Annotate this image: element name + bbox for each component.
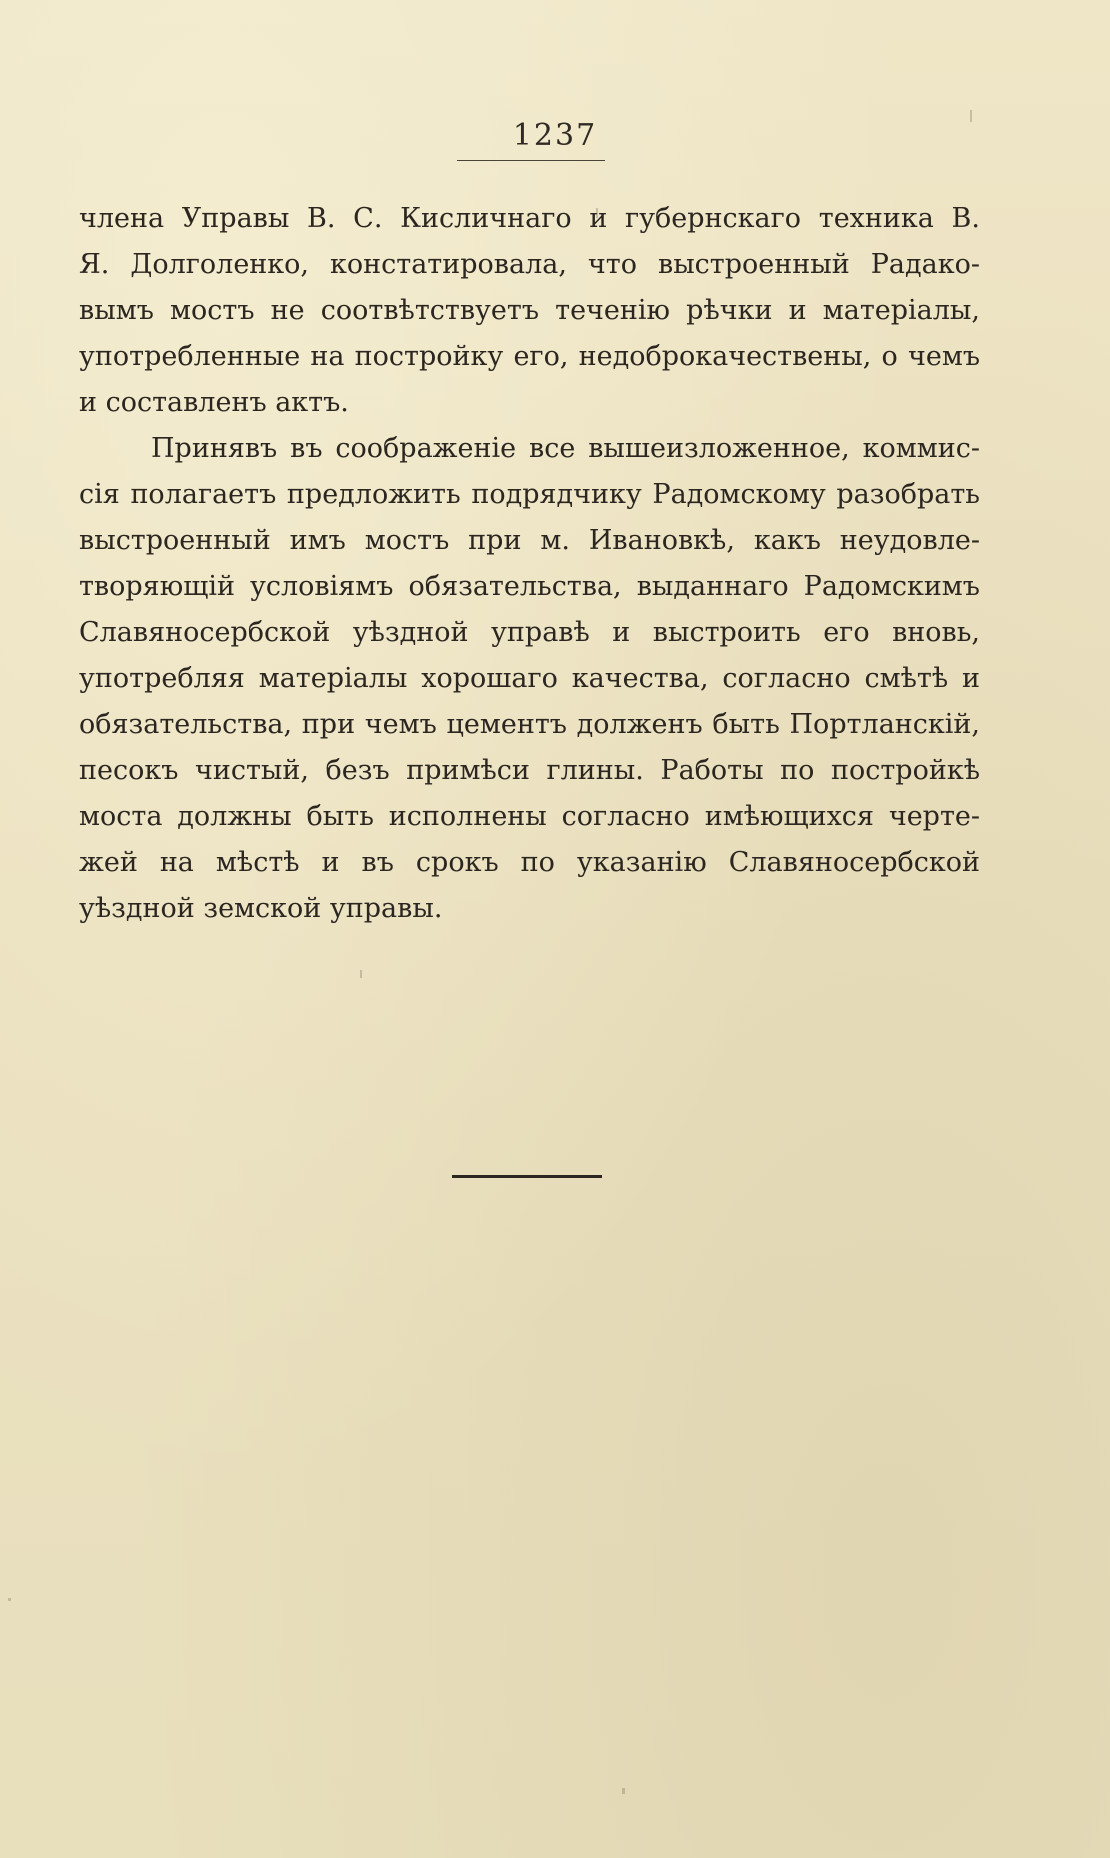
- paper-speck: [360, 970, 362, 978]
- body-text: [79, 196, 980, 932]
- text-line: уѣздной земской управы.: [79, 893, 443, 924]
- text-line: употребляя матеріалы хорошаго качества, согласно смѣтѣ и: [79, 663, 980, 694]
- page-number: 1237: [512, 118, 598, 153]
- paper-speck: [970, 110, 972, 122]
- text-line: обязательства, при чемъ цементъ долженъ быть Портланскій,: [79, 709, 980, 740]
- text-line: Принявъ въ соображеніе все вышеизложенное, коммис-: [151, 433, 980, 464]
- text-line: члена Управы В. С. Кисличнаго и губернскаго техника В.: [79, 203, 980, 234]
- text-line: песокъ чистый, безъ примѣси глины. Работы по постройкѣ: [79, 755, 980, 786]
- text-line: выстроенный имъ мостъ при м. Ивановкѣ, какъ неудовле-: [79, 525, 980, 556]
- text-line: Славяносербской уѣздной управѣ и выстроить его вновь,: [79, 617, 980, 648]
- text-line: жей на мѣстѣ и въ срокъ по указанію Славяносербской: [79, 847, 980, 878]
- text-line: вымъ мостъ не соотвѣтствуетъ теченію рѣчки и матеріалы,: [79, 295, 980, 326]
- paper-speck: [596, 208, 598, 218]
- paper-speck: [8, 1598, 11, 1601]
- page-number-rule: [457, 160, 605, 161]
- paper-speck: [622, 1788, 625, 1794]
- text-line: и составленъ актъ.: [79, 387, 349, 418]
- end-rule: [452, 1175, 602, 1178]
- text-line: употребленные на постройку его, недоброкачествены, о чемъ: [79, 341, 980, 372]
- text-line: Я. Долголенко, констатировала, что выстроенный Радако-: [79, 249, 980, 280]
- text-line: моста должны быть исполнены согласно имѣющихся черте-: [79, 801, 980, 832]
- text-line: сія полагаетъ предложить подрядчику Радомскому разобрать: [79, 479, 980, 510]
- text-line: творяющій условіямъ обязательства, выданнаго Радомскимъ: [79, 571, 980, 602]
